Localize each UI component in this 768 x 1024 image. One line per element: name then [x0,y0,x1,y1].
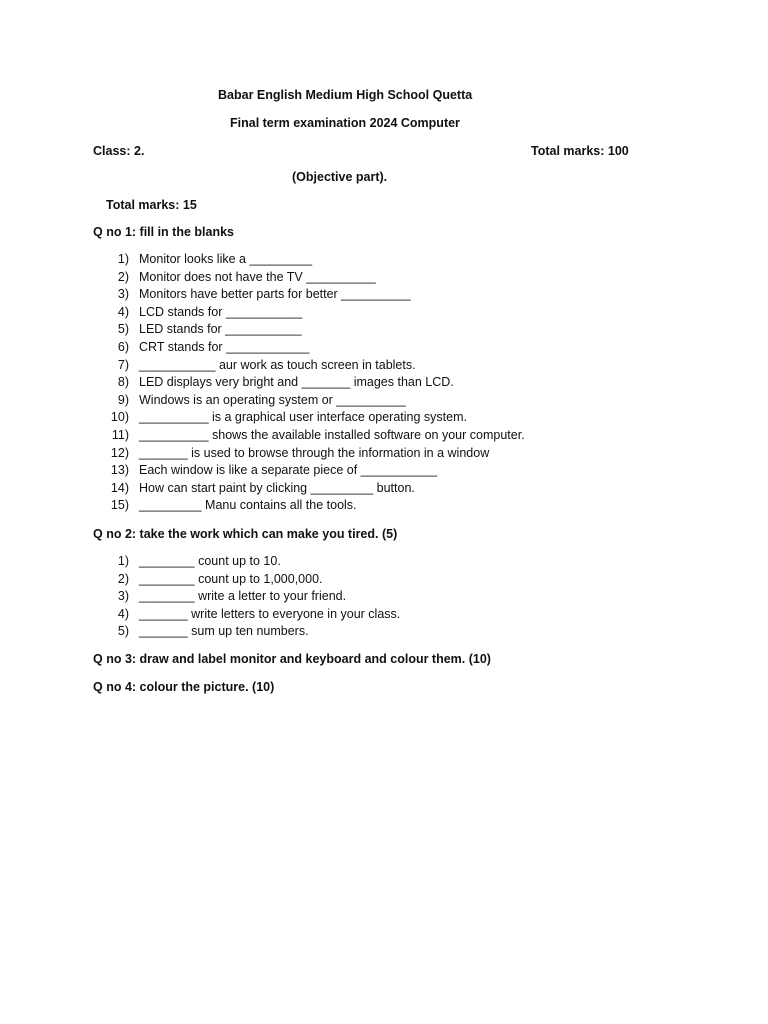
item-number: 6) [117,339,129,354]
question-4-heading: Q no 4: colour the picture. (10) [93,680,275,694]
item-number: 5) [117,322,129,337]
question-1-heading: Q no 1: fill in the blanks [93,225,234,239]
item-text: Monitor looks like a _________ [139,252,313,266]
item-text: ________ write a letter to your friend. [139,589,347,604]
item-text: Monitor does not have the TV __________ [139,269,376,284]
item-text: _______ sum up ten numbers. [139,624,309,639]
item-number: 2) [117,571,129,586]
item-number: 12) [110,445,129,460]
item-number: 4) [117,304,129,319]
school-name: Babar English Medium High School Quetta [218,88,473,102]
item-text: Monitors have better parts for better __________ [139,287,411,302]
item-number: 9) [117,392,129,407]
item-text: __________ is a graphical user interface operating system. [139,410,467,425]
item-number: 14) [110,480,129,495]
item-text: _________ Manu contains all the tools. [139,498,357,513]
item-text: ________ count up to 1,000,000. [139,571,323,586]
item-text: _______ write letters to everyone in your class. [139,606,401,621]
item-text: __________ shows the available installed software on your computer. [139,427,525,442]
item-number: 5) [117,624,129,639]
item-number: 10) [110,410,129,425]
item-text: ________ count up to 10. [139,554,281,568]
item-number: 1) [117,554,129,568]
total-marks: Total marks: 100 [531,144,629,158]
part-marks: Total marks: 15 [106,198,197,212]
item-text: LED stands for ___________ [139,322,302,337]
exam-title: Final term examination 2024 Computer [230,116,460,130]
question-2-heading: Q no 2: take the work which can make you tired. (5) [93,527,398,541]
item-number: 7) [117,357,129,372]
item-number: 13) [110,463,129,478]
item-number: 3) [117,287,129,302]
item-text: Windows is an operating system or __________ [139,392,406,407]
item-text: CRT stands for ____________ [139,339,310,354]
question-3-heading: Q no 3: draw and label monitor and keyboard and colour them. (10) [93,652,491,666]
item-number: 11) [111,427,129,442]
item-number: 15) [110,498,129,513]
item-text: _______ is used to browse through the information in a window [139,445,490,460]
part-title: (Objective part). [292,170,388,184]
item-text: How can start paint by clicking _________ button. [139,480,415,495]
item-text: LCD stands for ___________ [139,304,303,319]
item-number: 4) [117,606,129,621]
item-text: LED displays very bright and _______ images than LCD. [139,375,454,390]
item-text: ___________ aur work as touch screen in tablets. [139,357,416,372]
item-number: 8) [117,375,129,390]
item-number: 1) [117,252,129,266]
item-number: 3) [117,589,129,604]
class-label: Class: 2. [93,144,145,158]
item-number: 2) [117,269,129,284]
item-text: Each window is like a separate piece of ___________ [139,463,438,478]
